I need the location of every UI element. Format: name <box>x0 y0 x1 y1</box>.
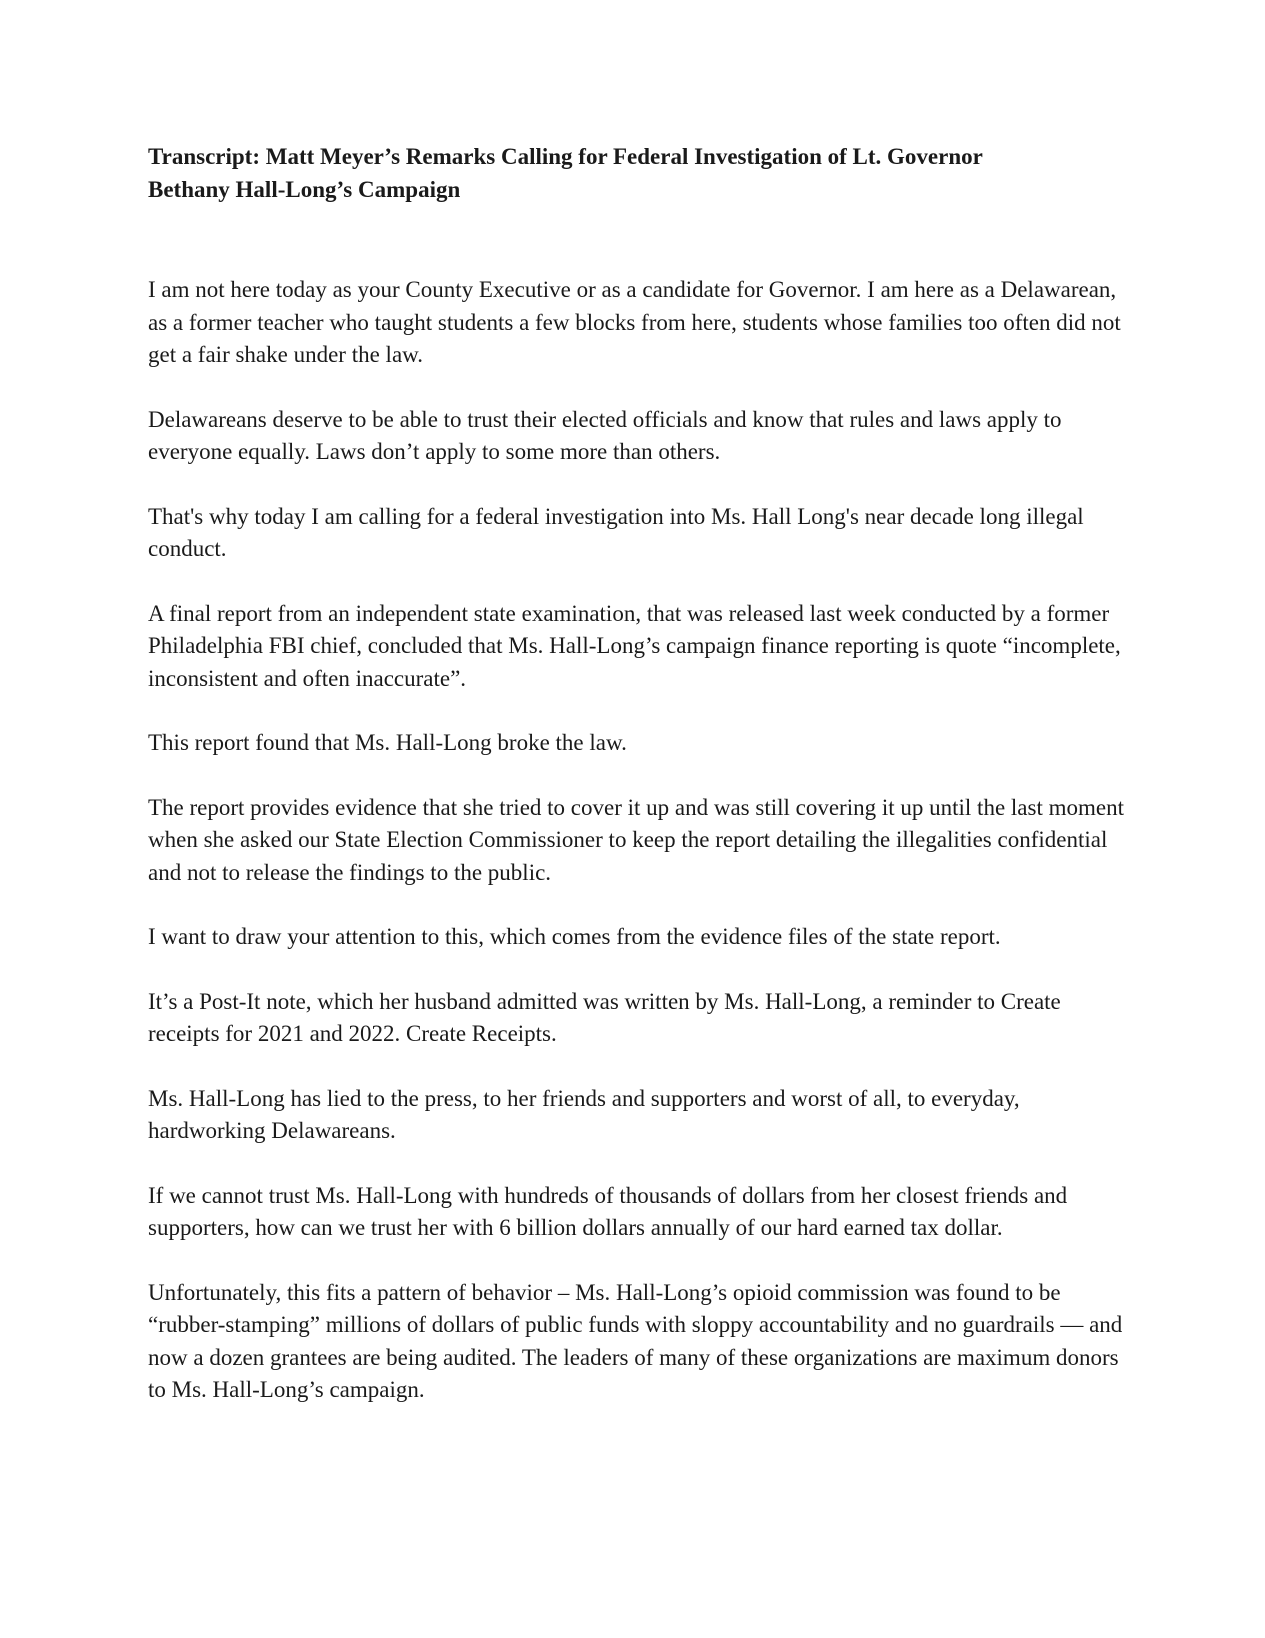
paragraph-3: That's why today I am calling for a federal investigation into Ms. Hall Long's near decade long illegal conduct. <box>148 503 1084 561</box>
paragraph-10: If we cannot trust Ms. Hall-Long with hundreds of thousands of dollars from her closest friends and supporters, how can we trust her with 6 billion dollars annually of our hard earned tax dollar. <box>148 1182 1068 1240</box>
document-page <box>148 140 1138 1439</box>
paragraph-7: I want to draw your attention to this, which comes from the evidence files of the state report. <box>148 924 1001 949</box>
paragraph-8: It’s a Post-It note, which her husband admitted was written by Ms. Hall-Long, a reminder to Create receipts for 2021 and 2022. Create Receipts. <box>148 988 1061 1046</box>
paragraph-6: The report provides evidence that she tried to cover it up and was still covering it up until the last moment when she asked our State Election Commissioner to keep the report detailing the illegalities confidential and not to release the findings to the public. <box>148 794 1124 885</box>
document-title: Transcript: Matt Meyer’s Remarks Calling for Federal Investigation of Lt. Governor Bethany Hall-Long’s Campaign <box>148 144 983 202</box>
paragraph-2: Delawareans deserve to be able to trust their elected officials and know that rules and laws apply to everyone equally. Laws don’t apply to some more than others. <box>148 406 1062 464</box>
paragraph-11: Unfortunately, this fits a pattern of behavior – Ms. Hall-Long’s opioid commission was found to be “rubber-stamping” millions of dollars of public funds with sloppy accountability and no guardrails — and now a dozen grantees are being audited. The leaders of many of these organizations are maximum donors to Ms. Hall-Long’s campaign. <box>148 1279 1123 1402</box>
paragraph-1: I am not here today as your County Executive or as a candidate for Governor. I am here as a Delawarean, as a former teacher who taught students a few blocks from here, students whose families too often did not get a fair shake under the law. <box>148 277 1121 367</box>
paragraph-4: A final report from an independent state examination, that was released last week conducted by a former Philadelphia FBI chief, concluded that Ms. Hall-Long’s campaign finance reporting is quote “incomplete, inconsistent and often inaccurate”. <box>148 600 1121 691</box>
paragraph-5: This report found that Ms. Hall-Long broke the law. <box>148 730 627 755</box>
paragraph-9: Ms. Hall-Long has lied to the press, to her friends and supporters and worst of all, to everyday, hardworking Delawareans. <box>148 1085 1020 1143</box>
